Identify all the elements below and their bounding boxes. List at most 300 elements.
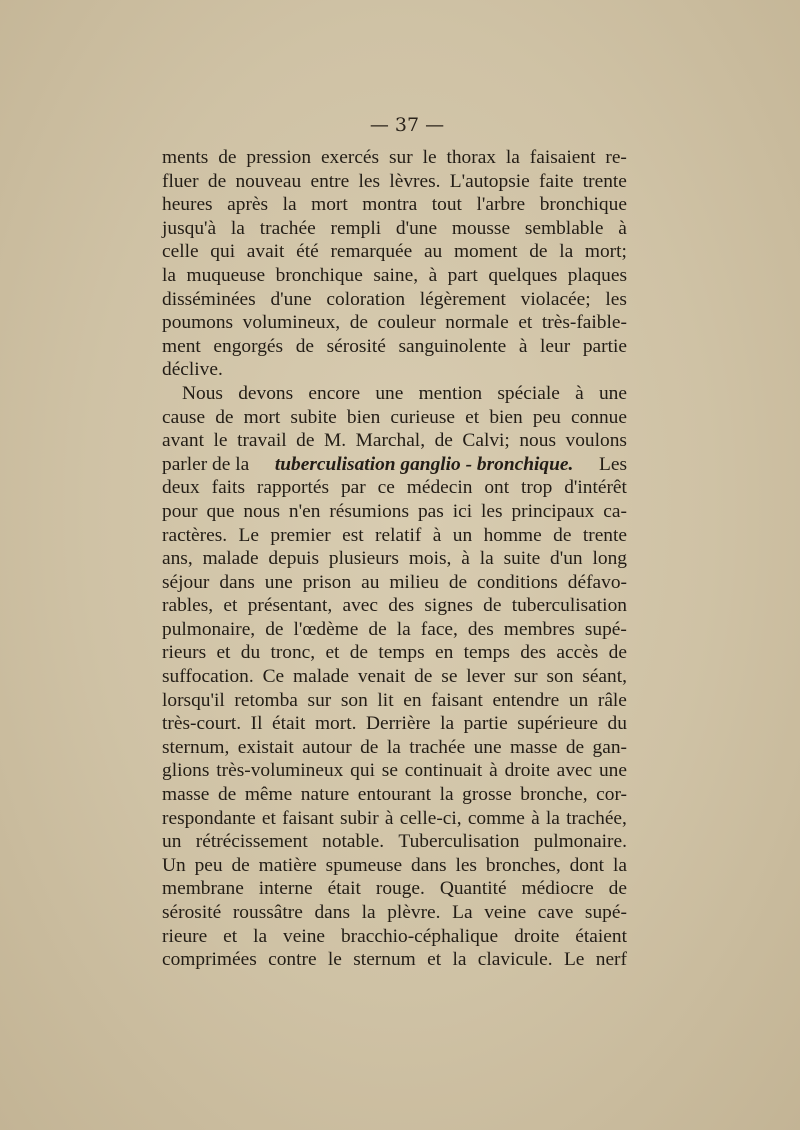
word: curieuse [390,406,456,428]
word: trente [582,524,627,546]
word: sternum [353,949,416,971]
word: de [296,430,315,452]
word: spumeuse [325,854,403,876]
word: la [545,807,560,829]
word: autour [302,736,352,758]
word: ca- [603,500,627,522]
word: la [162,264,176,286]
text-line: parler de la tuberculisation ganglio - bronchique. Les [162,453,627,475]
word: lorsqu'il [162,689,225,711]
word: cor- [596,784,627,806]
word: de [265,618,284,640]
word: la [612,854,627,876]
word: qui [350,760,375,782]
word: plèvre. [387,902,441,923]
word: de [349,312,368,334]
text-line [162,264,627,288]
word: heures [162,194,213,216]
word: plusieurs [328,548,399,570]
text-line [162,170,627,194]
word: M. [323,430,347,452]
text-line [162,193,627,217]
word: et [223,595,238,617]
word: légèrement [419,288,506,310]
word: mousse [451,217,511,239]
text-line [162,783,627,807]
word: de [565,736,585,758]
word: rieure [162,925,208,947]
word: la [479,548,494,570]
word: mois, [408,548,452,570]
word: moment [453,241,518,263]
word: à [518,335,528,357]
word: et [216,642,231,664]
word: trente [582,170,627,192]
word: comme [467,807,525,829]
text-line [162,618,627,642]
word: matière [258,854,317,876]
text-line [162,288,627,312]
text-line [162,500,627,524]
word: est [342,524,364,546]
word: tuberculisation [511,595,627,617]
word: de [608,642,627,664]
word: celle [162,241,199,263]
word: à [489,760,498,782]
word: semblable [524,217,604,239]
word: ans, [162,548,193,570]
word: entre [310,170,350,192]
word: le [213,430,228,452]
word: et [427,949,442,971]
word: trop [521,477,553,499]
word: respondante [162,807,256,829]
word: des [520,642,547,664]
word: rouge. [375,878,425,900]
word: après [227,194,269,216]
word: ont [484,477,510,499]
word: premier [270,524,331,546]
word: subir [339,807,379,829]
word: sur [388,147,413,168]
word: volumineux, [242,312,341,334]
word: part [447,264,478,286]
word: ce [377,477,395,499]
text-line [162,311,627,335]
word: mort [311,194,348,216]
word: avec [556,760,593,782]
word: avant [162,430,204,452]
word: faisant [282,807,334,829]
word: engorgés [213,335,284,357]
word: sérosité [326,335,386,357]
text-line [162,877,627,901]
word: l'œdème [293,618,359,640]
word: signes [424,595,473,617]
word: Le [238,524,259,546]
word: nerf [595,949,627,971]
word: rieurs [162,642,207,664]
word: fluer [162,170,199,192]
word: saine, [373,264,419,286]
word: séjour [162,571,210,593]
text-line [162,240,627,264]
word: conditions [477,571,558,593]
word: une [473,736,502,758]
word: tronc, [270,642,316,664]
word: grosse [462,784,512,806]
word: gan- [592,736,627,758]
word: du [607,713,627,735]
word: rables, [162,595,214,617]
word: l'arbre [476,194,526,216]
text-line [162,925,627,949]
word: celle-ci, [399,807,462,829]
word: ments [162,147,209,168]
word: à [428,264,438,286]
word: peu [532,406,561,428]
word: étaient [575,925,627,947]
word: malade [293,666,349,688]
word: cave [537,902,574,923]
word: faits [211,477,245,499]
word: notable. [322,831,385,853]
word: exercés [320,147,380,168]
word: dans [411,854,447,876]
word: entourant [357,784,432,806]
word: Quantité [439,878,507,900]
word: temps [463,642,510,664]
word: veine [484,902,527,923]
text-line [162,641,627,665]
text-line [162,217,627,241]
word: homme [483,524,542,546]
word: poumons [162,312,234,334]
word: coloration [326,288,406,310]
word: la [361,902,376,923]
word: bronchique [539,194,627,216]
word: une [598,760,627,782]
text-line [162,712,627,736]
word: plaques [567,264,627,286]
word: avec [342,595,378,617]
word: entendre [492,689,560,711]
word: cause [162,406,206,428]
word: d'un [550,548,583,570]
word: de [217,784,237,806]
word: la [452,949,467,971]
word: la [386,736,401,758]
word: dans [219,571,255,593]
word: pulmonaire. [533,831,627,853]
page-number: — 37 — [369,114,445,136]
word: son [546,666,574,688]
word: nous [243,500,280,522]
word: par [340,477,366,499]
word: ment [162,335,201,357]
text-line [162,594,627,618]
word: connue [570,406,627,428]
word: qui [210,241,236,263]
word: L'autopsie [449,170,530,192]
word: pression [246,147,312,168]
word: rapportés [256,477,330,499]
word: à [432,524,442,546]
word: travail [237,430,287,452]
word: lèvres. [389,170,441,192]
word: râle [597,689,627,711]
word: très-faible- [541,312,627,334]
word: une [598,382,627,404]
text-line [162,429,627,453]
word: faite [539,170,574,192]
word: supé- [584,902,627,923]
text-line [162,901,627,925]
word: n'en [288,500,321,522]
word: et [325,642,340,664]
word: veine [283,925,326,947]
word: la [439,784,454,806]
word: mort; [584,241,627,263]
word: thorax [446,147,496,168]
word: et [223,925,238,947]
word: à [531,807,540,829]
italic-term: tuberculisation ganglio - bronchique. [274,453,574,475]
word: bronchique [275,264,363,286]
word: de [360,736,379,758]
word: de [215,406,234,428]
word: dans [314,902,350,923]
word: et [465,406,480,428]
word: couleur [377,312,436,334]
word: Il [250,713,263,735]
word: masse [510,736,558,758]
word: se [381,760,398,782]
word: roussâtre [232,902,303,923]
word: de [207,170,227,192]
word: au [361,571,380,593]
word: d'intérêt [564,477,627,499]
word: supérieure [517,713,598,735]
word: milieu [389,571,439,593]
word: leur [540,335,571,357]
word: et [261,807,276,829]
text-line [162,476,627,500]
word: résumions [329,500,410,522]
word: une [264,571,293,593]
word: la [230,217,245,239]
text-line [162,524,627,548]
word: à [384,807,394,829]
word: relatif [375,524,422,546]
text-line [162,335,627,359]
text-line [162,736,627,760]
word: d'une [395,217,438,239]
word: les [358,170,381,192]
word: continuait [404,760,483,782]
word: membrane [162,878,244,900]
word: pulmonaire, [162,618,256,640]
word: médiocre [521,878,594,900]
word: ici [452,500,473,522]
word: à [461,548,470,570]
text-line [162,571,627,595]
word: se [441,666,458,688]
text-line [162,146,627,170]
word: à [618,217,627,239]
word: sur [307,689,332,711]
word: était [327,878,361,900]
word: rempli [330,217,382,239]
word: partie [463,713,508,735]
word: peu [194,854,223,876]
word: glions [162,760,210,782]
word: nature [300,784,350,806]
word: la [440,713,455,735]
word: partie [582,335,627,357]
word: d'une [270,288,312,310]
word: des [388,595,415,617]
word: que [206,500,235,522]
word: de [414,666,433,688]
word: des [467,618,494,640]
word: faisaient [529,147,596,168]
word: de [218,147,237,168]
word: droite [514,925,560,947]
word: prison [302,571,352,593]
word: spéciale [497,382,560,404]
word: contre [268,949,317,971]
word: Marchal, [355,430,426,452]
word: au [423,241,443,263]
word: trachée, [566,807,627,829]
word: le [327,949,342,971]
word: de [434,430,453,452]
word: masse [162,784,210,806]
word: avait [246,241,285,263]
word: les [455,854,477,876]
word: la [559,241,574,263]
word: depuis [268,548,320,570]
word: de [295,335,314,357]
word: re- [605,147,627,168]
word: nouveau [235,170,302,192]
word: sternum, [162,736,230,758]
word: la [396,618,411,640]
word: un [452,524,473,546]
word: en [434,642,454,664]
word: supé- [584,618,627,640]
text-line [162,665,627,689]
word: de [231,854,250,876]
word: voulons [565,430,627,452]
word: séant, [582,666,627,688]
word: faisant [431,689,483,711]
word: mort. [314,713,357,735]
word: montra [362,194,418,216]
word: rétrécissement [195,831,308,853]
word: deux [162,477,200,499]
word: sanguinolente [398,335,507,357]
word: les [481,500,503,522]
text-line [162,689,627,713]
word: de [608,878,627,900]
text-line [162,547,627,571]
word: en [403,689,422,711]
word: bronches, [485,854,561,876]
word: temps [378,642,425,664]
word: venait [357,666,406,688]
word: dont [569,854,605,876]
word: interne [258,878,313,900]
word: La [452,902,473,923]
word: suffocation. [162,666,254,688]
word: accès [556,642,599,664]
word: trachée [409,736,466,758]
word: Nous [182,382,223,404]
word: suite [503,548,541,570]
word: Un [162,854,186,876]
word: face, [420,618,458,640]
word: le [422,147,437,168]
word: quelques [488,264,558,286]
word: retomba [234,689,298,711]
word: comprimées [162,949,257,971]
word: muqueuse [186,264,266,286]
word: Le [563,949,585,971]
word: sérosité [162,902,222,923]
word: pour [162,500,198,522]
word: bien [346,406,381,428]
word: ractères. [162,524,228,546]
word: de [483,595,502,617]
word: même [244,784,293,806]
text-line [162,830,627,854]
word: Derrière [365,713,431,735]
word: était [272,713,306,735]
word: la [282,194,297,216]
word: une [375,382,404,404]
text-line [162,807,627,831]
word: à [575,382,584,404]
word: normale [445,312,509,334]
word: nous [519,430,556,452]
word: mention [418,382,483,404]
word: du [240,642,261,664]
word: principaux [511,500,595,522]
word: remarquée [330,241,413,263]
word: Tuberculisation [398,831,520,853]
word: trachée [259,217,316,239]
paragraph-start-line [162,382,627,406]
word: bracchio-céphalique [340,925,499,947]
word: encore [308,382,361,404]
word: sur [513,666,538,688]
word: de [349,642,369,664]
word: été [296,241,319,263]
word: un [568,689,589,711]
word: Calvi; [462,430,510,452]
word: son [340,689,368,711]
word: membres [503,618,575,640]
word: violacée; [520,288,591,310]
text-line [162,406,627,430]
word: et [518,312,533,334]
word: de [553,524,572,546]
word: malade [202,548,259,570]
word: de [368,618,387,640]
text-line [162,854,627,878]
